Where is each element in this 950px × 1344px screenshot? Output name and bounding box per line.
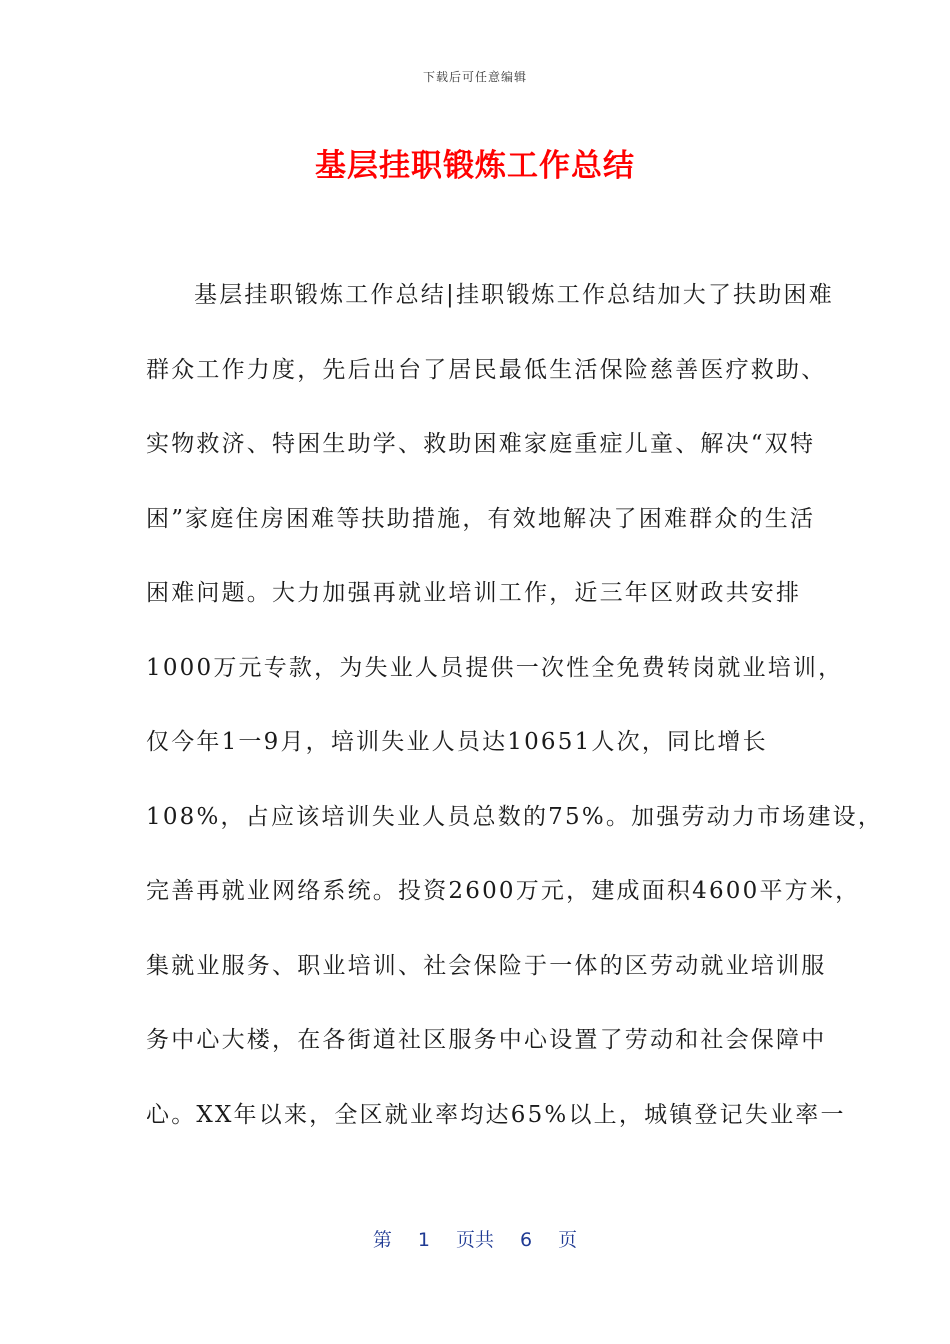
footer-current-page: 1 (417, 1229, 430, 1251)
body-line: 1000万元专款，为失业人员提供一次性全免费转岗就业培训， (146, 654, 844, 681)
header-note: 下载后可任意编辑 (422, 70, 527, 84)
document-title: 基层挂职锻炼工作总结 (315, 148, 635, 184)
body-line: 困”家庭住房困难等扶助措施，有效地解决了困难群众的生活 (146, 505, 816, 532)
body-line: 困难问题。大力加强再就业培训工作，近三年区财政共安排 (146, 580, 802, 606)
body-line: 基层挂职锻炼工作总结|挂职锻炼工作总结加大了扶助困难 (194, 282, 834, 308)
footer-label-page: 第 (372, 1229, 392, 1251)
footer-label-of: 页共 (455, 1229, 494, 1251)
body-line: 完善再就业网络系统。投资2600万元，建成面积4600平方米， (146, 878, 861, 904)
body-paragraph (146, 275, 884, 1169)
body-line: 108%，占应该培训失业人员总数的75%。加强劳动力市场建设， (146, 803, 884, 830)
body-line: 集就业服务、职业培训、社会保险于一体的区劳动就业培训服 (146, 952, 827, 979)
body-line: 心。XX年以来，全区就业率均达65%以上，城镇登记失业率一 (146, 1101, 846, 1128)
body-line: 群众工作力度，先后出台了居民最低生活保险慈善医疗救助、 (146, 356, 827, 383)
body-line: 实物救济、特困生助学、救助困难家庭重症儿童、解决“双特 (146, 431, 816, 457)
body-line: 务中心大楼，在各街道社区服务中心设置了劳动和社会保障中 (146, 1027, 827, 1053)
footer-label-end: 页 (558, 1229, 578, 1251)
footer-total-pages: 6 (520, 1229, 533, 1251)
page-footer (0, 1225, 950, 1252)
body-line: 仅今年1一9月，培训失业人员达10651人次，同比增长 (146, 729, 768, 755)
